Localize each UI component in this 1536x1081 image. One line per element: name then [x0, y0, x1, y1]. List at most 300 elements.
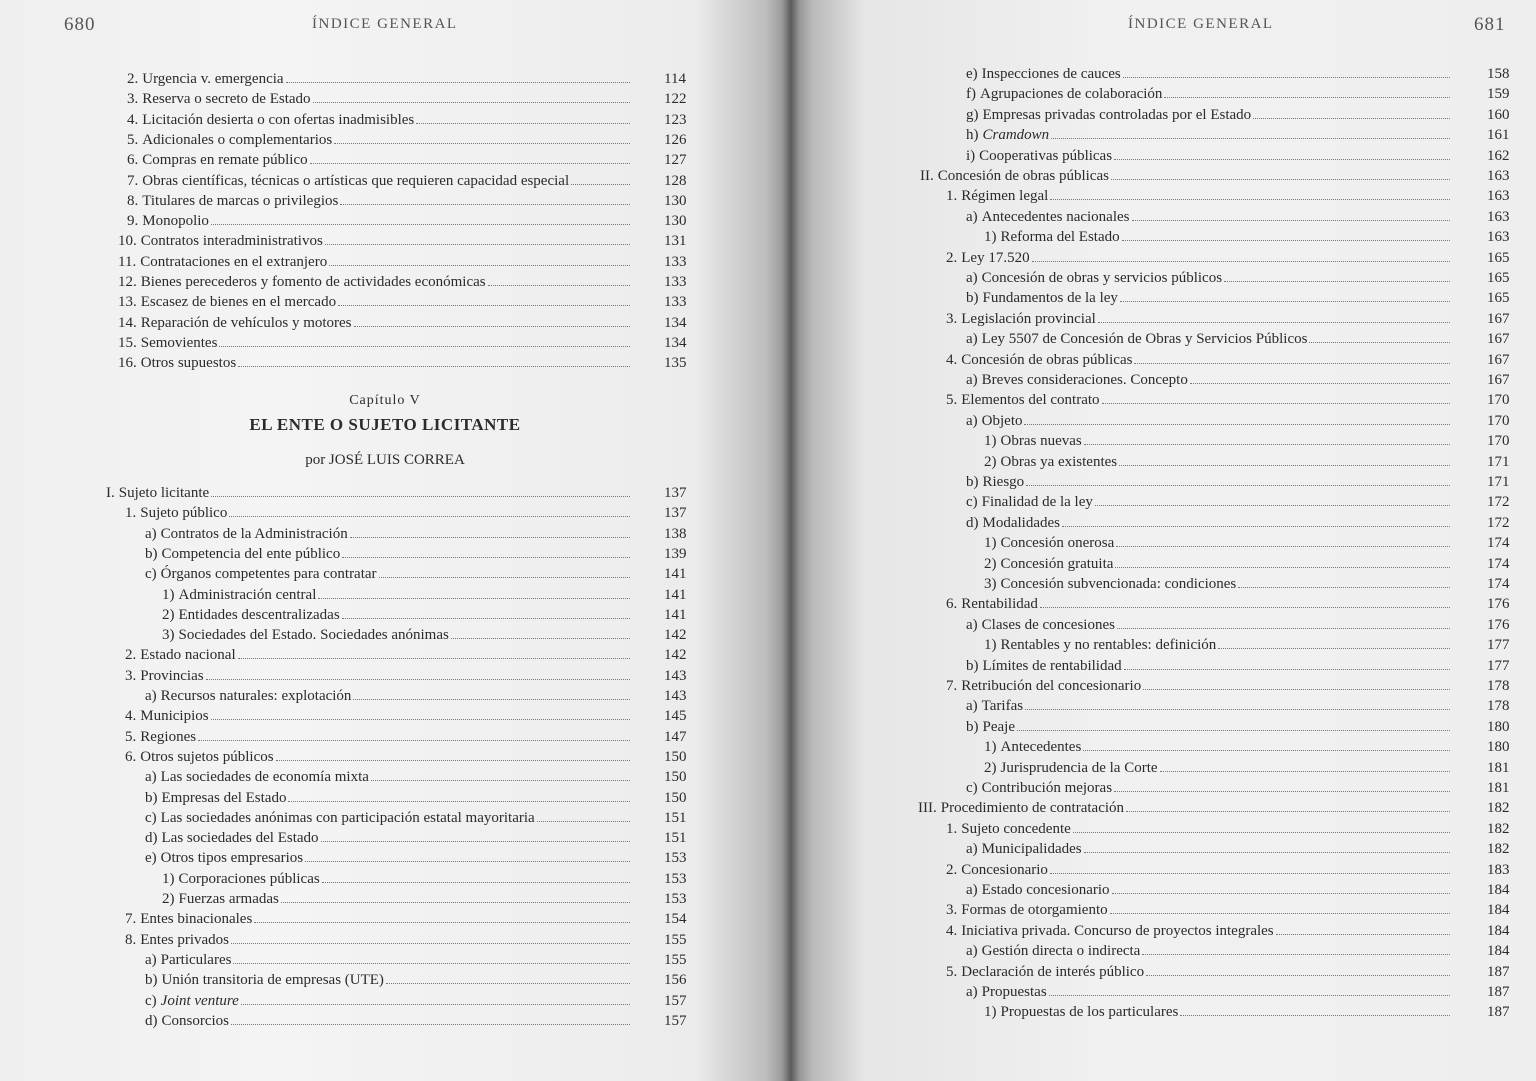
toc-entry-label: Licitación desierta o con ofertas inadmisibles — [142, 111, 415, 128]
toc-entry-page: 141 — [664, 606, 687, 623]
toc-entry-page: 165 — [1487, 270, 1510, 286]
toc-entry-number: 2) — [984, 453, 997, 470]
toc-entry-number: e) — [966, 66, 978, 82]
toc-entry-page: 134 — [664, 314, 687, 331]
toc-entry-label: Formas de otorgamiento — [961, 902, 1108, 919]
toc-entry-number: 3. — [946, 310, 958, 327]
toc-entry-label: Gestión directa o indirecta — [981, 943, 1141, 960]
toc-entry — [118, 294, 632, 314]
toc-entry-page: 151 — [664, 809, 687, 826]
toc-entry-label: Empresas del Estado — [161, 789, 287, 806]
dot-leader — [1050, 873, 1450, 874]
toc-entry-page: 122 — [664, 91, 687, 108]
toc-entry-number: a) — [966, 412, 978, 429]
toc-entry-page: 155 — [664, 951, 687, 968]
toc-entry-label: Inspecciones de cauces — [981, 66, 1121, 82]
toc-entry-page: 163 — [1487, 229, 1510, 246]
toc-entry-page: 150 — [664, 789, 687, 806]
dot-leader — [1050, 199, 1450, 200]
toc-entry-label: Órganos competentes para contratar — [160, 566, 377, 583]
toc-entry-label: Peaje — [982, 718, 1015, 735]
toc-entry-label: Concesión de obras y servicios públicos — [981, 270, 1223, 286]
toc-entry — [127, 193, 632, 213]
dot-leader — [1095, 505, 1450, 506]
toc-entry — [145, 546, 632, 566]
toc-entry — [127, 112, 632, 132]
toc-entry — [946, 862, 1452, 882]
toc-entry-page: 181 — [1487, 759, 1510, 776]
dot-leader — [211, 496, 630, 497]
toc-entry — [127, 173, 632, 193]
toc-entry-page: 139 — [664, 545, 687, 562]
toc-entry-page: 167 — [1487, 310, 1510, 327]
toc-entry — [966, 617, 1452, 637]
dot-leader — [1122, 240, 1450, 241]
toc-entry-number: a) — [966, 616, 978, 633]
toc-entry-page: 187 — [1487, 963, 1510, 980]
dot-leader — [537, 821, 630, 822]
chapter-author: por JOSÉ LUIS CORREA — [305, 452, 465, 468]
dot-leader — [1098, 322, 1450, 323]
toc-entry — [106, 485, 632, 505]
toc-entry-number: 5. — [946, 392, 958, 409]
toc-entry — [946, 964, 1452, 984]
toc-entry-label: Sujeto concedente — [961, 820, 1071, 837]
dot-leader — [325, 244, 630, 245]
dot-leader — [371, 780, 630, 781]
toc-entry-page: 128 — [664, 172, 687, 189]
toc-entry-page: 157 — [664, 1012, 687, 1029]
toc-entry — [145, 790, 632, 810]
toc-entry-number: I. — [106, 485, 115, 501]
toc-entry-page: 176 — [1487, 616, 1510, 633]
toc-entry-number: 1) — [984, 535, 997, 552]
dot-leader — [305, 861, 630, 862]
toc-entry-number: a) — [145, 769, 157, 786]
dot-leader — [353, 699, 630, 700]
left-page-number: 680 — [64, 14, 96, 35]
toc-entry-label: Agrupaciones de colaboración — [980, 86, 1163, 103]
toc-entry — [118, 254, 632, 274]
dot-leader — [1049, 995, 1450, 996]
toc-entry-number: 6. — [127, 152, 139, 169]
toc-entry — [145, 830, 632, 850]
toc-entry-label: Cramdown — [982, 127, 1050, 144]
toc-entry-number: 5. — [127, 131, 139, 148]
toc-entry-page: 172 — [1487, 494, 1510, 511]
toc-entry-number: 11. — [118, 253, 137, 270]
toc-entry-label: Otros tipos empresarios — [160, 850, 304, 867]
toc-entry-page: 134 — [664, 334, 687, 351]
toc-entry-page: 177 — [1487, 637, 1510, 654]
dot-leader — [288, 801, 630, 802]
dot-leader — [1062, 526, 1450, 527]
toc-entry-number: c) — [145, 809, 157, 826]
toc-entry-label: Reparación de vehículos y motores — [140, 314, 352, 331]
toc-entry — [145, 769, 632, 789]
toc-entry — [984, 576, 1452, 596]
toc-entry-page: 174 — [1487, 576, 1510, 592]
toc-entry-number: 3. — [946, 902, 958, 919]
toc-entry-label: Las sociedades del Estado — [161, 830, 319, 847]
toc-entry-page: 172 — [1487, 514, 1510, 531]
toc-entry — [125, 647, 632, 667]
toc-entry-number: 15. — [118, 334, 137, 351]
dot-leader — [322, 882, 630, 883]
toc-entry-page: 137 — [664, 485, 687, 501]
toc-entry-page: 182 — [1487, 820, 1510, 837]
toc-entry-number: 2) — [162, 891, 175, 907]
dot-leader — [1116, 546, 1450, 547]
toc-entry-label: Empresas privadas controladas por el Estado — [982, 106, 1252, 123]
dot-leader — [1115, 567, 1450, 568]
dot-leader — [1276, 934, 1450, 935]
toc-entry — [918, 800, 1452, 820]
toc-entry — [946, 392, 1452, 412]
dot-leader — [1120, 301, 1450, 302]
toc-entry-label: Municipalidades — [981, 841, 1082, 858]
toc-entry — [966, 698, 1452, 718]
toc-entry-label: Sociedades del Estado. Sociedades anónimas — [178, 627, 449, 644]
dot-leader — [229, 516, 630, 517]
chapter-label: Capítulo V — [349, 393, 421, 408]
toc-entry-number: h) — [966, 127, 979, 144]
toc-entry — [946, 250, 1452, 270]
toc-entry — [145, 810, 632, 830]
dot-leader — [1164, 97, 1450, 98]
toc-entry-page: 167 — [1487, 331, 1510, 348]
toc-entry — [127, 152, 632, 172]
dot-leader — [1084, 444, 1450, 445]
dot-leader — [451, 638, 630, 639]
toc-entry-label: Titulares de marcas o privilegios — [142, 192, 339, 209]
toc-entry-label: Reserva o secreto de Estado — [142, 91, 311, 108]
toc-entry-page: 147 — [664, 728, 687, 745]
toc-entry-number: g) — [966, 106, 979, 123]
toc-entry-page: 184 — [1487, 882, 1510, 898]
toc-entry-number: 7. — [127, 172, 139, 189]
toc-entry-label: Antecedentes nacionales — [981, 208, 1130, 225]
toc-entry-number: 3. — [127, 91, 139, 108]
dot-leader — [276, 760, 630, 761]
toc-entry-number: 5. — [946, 963, 958, 980]
dot-leader — [1119, 465, 1450, 466]
toc-entry — [920, 168, 1452, 188]
toc-entry — [125, 911, 632, 931]
toc-entry-number: a) — [145, 951, 157, 968]
toc-entry-number: 2. — [946, 861, 958, 878]
toc-entry-number: a) — [966, 841, 978, 858]
toc-entry-number: II. — [920, 168, 934, 184]
toc-entry-label: Obras ya existentes — [1000, 453, 1118, 470]
toc-entry-label: Contratos de la Administración — [160, 525, 348, 542]
toc-entry — [118, 315, 632, 335]
dot-leader — [231, 943, 630, 944]
dot-leader — [1238, 587, 1450, 588]
toc-entry-label: Sujeto licitante — [118, 485, 210, 501]
toc-entry-number: 2) — [984, 555, 997, 572]
toc-entry — [984, 760, 1452, 780]
toc-entry — [118, 274, 632, 294]
dot-leader — [1146, 975, 1450, 976]
book-gutter — [782, 0, 800, 1081]
dot-leader — [488, 285, 630, 286]
toc-entry-label: Reforma del Estado — [1000, 229, 1120, 246]
toc-entry — [145, 526, 632, 546]
dot-leader — [1114, 159, 1450, 160]
toc-entry-page: 181 — [1487, 780, 1510, 796]
toc-entry-page: 176 — [1487, 596, 1510, 613]
toc-entry-page: 127 — [664, 152, 687, 169]
dot-leader — [310, 163, 630, 164]
dot-leader — [1143, 689, 1450, 690]
toc-entry-page: 156 — [664, 972, 687, 989]
toc-entry-label: Obras científicas, técnicas o artísticas que requieren capacidad especial — [142, 172, 570, 189]
dot-leader — [379, 577, 630, 578]
toc-entry-number: 1) — [984, 229, 997, 246]
toc-entry-number: i) — [966, 147, 976, 164]
toc-entry-number: 3) — [162, 627, 175, 644]
toc-entry-number: 1. — [125, 505, 137, 522]
toc-entry-label: Recursos naturales: explotación — [160, 688, 352, 704]
toc-entry — [145, 952, 632, 972]
dot-leader — [334, 143, 630, 144]
toc-entry-label: Cooperativas públicas — [979, 147, 1113, 164]
left-running-head: ÍNDICE GENERAL — [312, 16, 458, 32]
toc-entry-number: 5. — [125, 728, 137, 745]
toc-entry-page: 141 — [664, 566, 687, 583]
toc-entry — [127, 213, 632, 233]
toc-entry-page: 138 — [664, 525, 687, 542]
toc-entry-number: b) — [966, 290, 979, 307]
toc-entry-label: Otros supuestos — [140, 355, 237, 372]
toc-entry-label: Ley 17.520 — [961, 249, 1030, 266]
toc-entry-label: Objeto — [981, 412, 1023, 429]
toc-entry-label: Elementos del contrato — [961, 392, 1100, 409]
toc-entry-page: 182 — [1487, 841, 1510, 858]
toc-entry — [984, 1004, 1452, 1024]
toc-entry-number: 8. — [125, 931, 137, 948]
toc-entry-number: b) — [966, 718, 979, 735]
toc-entry-number: 1) — [162, 870, 175, 887]
toc-entry-page: 163 — [1487, 188, 1510, 205]
toc-entry-label: Tarifas — [981, 698, 1024, 715]
toc-entry-label: Legislación provincial — [961, 310, 1096, 327]
dot-leader — [1040, 607, 1450, 608]
toc-entry-number: 1) — [162, 586, 175, 603]
toc-entry-label: Concesión subvencionada: condiciones — [1000, 576, 1237, 592]
toc-entry-number: 4. — [125, 708, 137, 725]
dot-leader — [1032, 261, 1450, 262]
toc-entry-label: Estado concesionario — [981, 882, 1110, 898]
toc-entry-page: 162 — [1487, 147, 1510, 164]
dot-leader — [1180, 1015, 1450, 1016]
toc-entry-number: 13. — [118, 294, 137, 311]
toc-entry-number: d) — [145, 830, 158, 847]
toc-entry — [125, 749, 632, 769]
dot-leader — [1083, 750, 1450, 751]
toc-entry-number: a) — [966, 331, 978, 348]
toc-entry-label: Administración central — [178, 586, 317, 603]
dot-leader — [1102, 403, 1450, 404]
toc-entry-label: Concesión de obras públicas — [937, 168, 1109, 184]
dot-leader — [416, 123, 630, 124]
toc-entry-page: 182 — [1487, 800, 1510, 817]
toc-entry-page: 153 — [664, 870, 687, 887]
dot-leader — [313, 102, 630, 103]
chapter-title: EL ENTE O SUJETO LICITANTE — [249, 415, 521, 434]
toc-entry-label: Finalidad de la ley — [981, 494, 1093, 511]
toc-entry — [966, 984, 1452, 1004]
toc-entry-label: Las sociedades anónimas con participación estatal mayoritaria — [160, 809, 535, 826]
dot-leader — [254, 922, 630, 923]
toc-entry-label: Bienes perecederos y fomento de actividades económicas — [140, 274, 486, 290]
toc-entry-number: b) — [966, 474, 979, 490]
toc-entry-label: Obras nuevas — [1000, 433, 1082, 450]
dot-leader — [1124, 669, 1450, 670]
toc-entry-label: Propuestas — [981, 984, 1047, 1000]
toc-entry — [946, 311, 1452, 331]
toc-entry-page: 145 — [664, 708, 687, 725]
toc-entry-number: a) — [966, 372, 978, 388]
toc-entry — [966, 841, 1452, 861]
toc-entry-page: 178 — [1487, 678, 1510, 694]
toc-entry-number: 9. — [127, 213, 139, 230]
dot-leader — [350, 537, 630, 538]
toc-entry-number: b) — [145, 789, 158, 806]
toc-entry-page: 167 — [1487, 372, 1510, 388]
dot-leader — [206, 679, 630, 680]
toc-entry-page: 187 — [1487, 984, 1510, 1000]
toc-entry — [125, 505, 632, 525]
toc-entry-number: a) — [966, 984, 978, 1000]
toc-entry — [118, 233, 632, 253]
dot-leader — [1114, 791, 1450, 792]
dot-leader — [1142, 954, 1450, 955]
toc-entry-page: 187 — [1487, 1004, 1510, 1021]
toc-entry-number: f) — [966, 86, 976, 103]
dot-leader — [219, 346, 630, 347]
toc-entry-page: 150 — [664, 748, 687, 765]
toc-entry-page: 160 — [1487, 106, 1510, 123]
toc-entry-number: 1) — [984, 637, 997, 654]
toc-entry-page: 142 — [664, 647, 687, 664]
toc-entry-page: 133 — [664, 294, 687, 311]
toc-entry — [162, 627, 632, 647]
toc-entry-page: 165 — [1487, 249, 1510, 266]
toc-entry — [966, 780, 1452, 800]
toc-entry-number: c) — [966, 494, 978, 511]
toc-entry — [984, 229, 1452, 249]
dot-leader — [1218, 648, 1450, 649]
toc-entry — [984, 637, 1452, 657]
toc-entry-page: 184 — [1487, 943, 1510, 960]
toc-entry — [984, 739, 1452, 759]
dot-leader — [342, 618, 630, 619]
toc-entry-label: Modalidades — [982, 514, 1060, 531]
toc-entry-number: a) — [966, 943, 978, 960]
toc-entry — [946, 188, 1452, 208]
right-running-head: ÍNDICE GENERAL — [1128, 16, 1274, 32]
toc-entry — [946, 678, 1452, 698]
toc-entry-label: Concesionario — [961, 861, 1048, 878]
dot-leader — [281, 902, 630, 903]
toc-entry-label: Provincias — [140, 667, 204, 684]
toc-entry-label: Propuestas de los particulares — [1000, 1004, 1179, 1021]
toc-entry-label: Antecedentes — [1000, 739, 1082, 756]
toc-entry — [946, 902, 1452, 922]
toc-entry-label: Escasez de bienes en el mercado — [140, 294, 337, 311]
dot-leader — [241, 1004, 630, 1005]
toc-entry-label: Fundamentos de la ley — [982, 290, 1118, 307]
toc-entry — [984, 454, 1452, 474]
dot-leader — [1017, 730, 1450, 731]
toc-entry — [145, 566, 632, 586]
toc-entry — [162, 891, 632, 911]
dot-leader — [1024, 424, 1450, 425]
toc-entry-label: Rentabilidad — [961, 596, 1038, 613]
toc-entry-page: 171 — [1487, 474, 1510, 490]
toc-entry-page: 157 — [664, 992, 687, 1009]
toc-entry-page: 143 — [664, 688, 687, 704]
toc-entry — [966, 66, 1452, 86]
toc-entry-label: Procedimiento de contratación — [940, 800, 1125, 817]
right-page — [790, 0, 1536, 1081]
dot-leader — [1117, 628, 1450, 629]
dot-leader — [1123, 77, 1450, 78]
toc-entry — [125, 729, 632, 749]
toc-entry-number: a) — [966, 270, 978, 286]
toc-entry-label: Unión transitoria de empresas (UTE) — [161, 972, 384, 989]
dot-leader — [329, 265, 630, 266]
dot-leader — [1309, 342, 1450, 343]
toc-entry-page: 130 — [664, 213, 687, 230]
dot-leader — [1112, 893, 1450, 894]
toc-entry-number: 3. — [125, 667, 137, 684]
toc-entry-label: Entes binacionales — [140, 911, 253, 928]
toc-entry — [946, 923, 1452, 943]
toc-entry-page: 183 — [1487, 861, 1510, 878]
toc-entry-page: 142 — [664, 627, 687, 644]
toc-entry — [966, 290, 1452, 310]
toc-entry — [984, 535, 1452, 555]
toc-entry-number: b) — [145, 972, 158, 989]
dot-leader — [1110, 913, 1450, 914]
toc-entry — [162, 607, 632, 627]
dot-leader — [1026, 485, 1450, 486]
toc-entry-page: 153 — [664, 850, 687, 867]
dot-leader — [1111, 179, 1450, 180]
dot-leader — [321, 841, 630, 842]
toc-entry-label: Sujeto público — [140, 505, 228, 522]
toc-entry-number: 2) — [162, 606, 175, 623]
dot-leader — [571, 184, 630, 185]
toc-entry — [966, 127, 1452, 147]
toc-entry-label: Retribución del concesionario — [961, 678, 1142, 694]
toc-entry — [966, 413, 1452, 433]
dot-leader — [1073, 832, 1450, 833]
dot-leader — [231, 1024, 630, 1025]
toc-entry — [127, 132, 632, 152]
toc-entry-label: Rentables y no rentables: definición — [1000, 637, 1217, 654]
toc-entry-number: c) — [145, 566, 157, 583]
dot-leader — [1126, 811, 1450, 812]
dot-leader — [286, 82, 630, 83]
toc-entry-number: 1) — [984, 433, 997, 450]
toc-entry-label: Ley 5507 de Concesión de Obras y Servicios Públicos — [981, 331, 1308, 348]
toc-entry-page: 133 — [664, 274, 687, 290]
toc-entry-label: Fuerzas armadas — [178, 891, 279, 907]
